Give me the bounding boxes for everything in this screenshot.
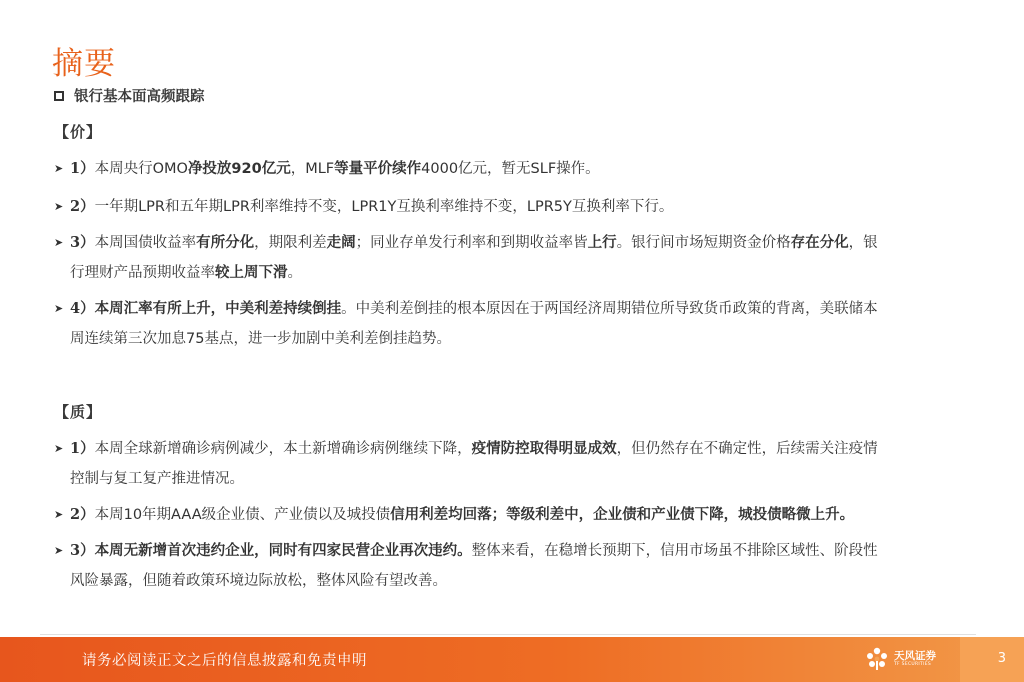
price-heading: 【价】 — [54, 123, 103, 141]
section-label: 银行基本面高频跟踪 — [74, 89, 205, 105]
emphasis-text: 本周汇率有所上升，中美利差持续倒挂 — [94, 301, 342, 317]
arrow-right-icon: ➤ — [54, 508, 64, 521]
bullet-line — [54, 464, 970, 494]
arrow-right-icon: ➤ — [54, 200, 64, 213]
flower-logo-icon — [866, 647, 888, 671]
bullet-line — [54, 294, 970, 324]
emphasis-text: 存在分化 — [790, 235, 849, 251]
bullet-number: 2） — [70, 506, 95, 523]
body-text: 一年期LPR和五年期LPR利率维持不变，LPR1Y互换利率维持不变，LPR5Y互换利率下行。 — [94, 199, 674, 215]
bullet-number: 3） — [70, 542, 95, 559]
body-text: ，银 — [848, 235, 878, 251]
arrow-right-icon: ➤ — [54, 544, 64, 557]
arrow-right-icon: ➤ — [54, 442, 64, 455]
bullet-line — [54, 192, 970, 222]
bullet-line — [54, 434, 970, 464]
logo-name: 天风证券 — [894, 649, 936, 662]
section-heading — [54, 85, 205, 106]
price-bullet-item — [54, 228, 970, 288]
body-text: ；同业存单发行利率和到期收益率皆 — [355, 235, 588, 251]
body-text: 本周全球新增确诊病例减少，本土新增确诊病例继续下降， — [94, 441, 472, 457]
bullet-line — [54, 536, 970, 566]
logo-subtitle: TF SECURITIES — [894, 661, 932, 667]
emphasis-text: 走阔 — [326, 235, 356, 251]
quality-bullet-item — [54, 536, 970, 596]
arrow-right-icon: ➤ — [54, 236, 64, 249]
arrow-right-icon: ➤ — [54, 302, 64, 315]
price-bullet-item — [54, 154, 970, 184]
body-text: ，MLF — [290, 161, 335, 177]
bullet-number: 3） — [70, 234, 95, 251]
bullet-line — [54, 566, 970, 596]
body-text: 本周国债收益率 — [94, 235, 197, 251]
bullet-line — [54, 154, 970, 184]
company-logo — [866, 647, 936, 671]
price-bullet-item — [54, 294, 970, 354]
emphasis-text: 上行 — [587, 235, 617, 251]
page-title: 摘要 — [52, 46, 116, 82]
body-text: 。 — [287, 265, 302, 281]
footer-bar — [0, 637, 1024, 682]
emphasis-text: 疫情防控取得明显成效 — [471, 441, 617, 457]
emphasis-text: 信用利差均回落；等级利差中，企业债和产业债下降，城投债略微上升。 — [390, 507, 855, 523]
bullet-number: 1） — [70, 440, 95, 457]
bullet-line — [54, 500, 970, 530]
body-text: 。中美利差倒挂的根本原因在于两国经济周期错位所导致货币政策的背离，美联储本 — [341, 301, 878, 317]
bullet-number: 4） — [70, 300, 95, 317]
emphasis-text: 净投放920亿元 — [187, 161, 291, 177]
square-outline-icon — [54, 91, 64, 101]
emphasis-text: 等量平价续作 — [334, 161, 422, 177]
body-text: 风险暴露，但随着政策环境边际放松，整体风险有望改善。 — [70, 573, 447, 589]
body-text: 本周10年期AAA级企业债、产业债以及城投债 — [94, 507, 391, 523]
body-text: 周连续第三次加息75基点，进一步加剧中美利差倒挂趋势。 — [70, 331, 451, 347]
emphasis-text: 较上周下滑 — [215, 265, 288, 281]
page-number: 3 — [997, 651, 1006, 666]
body-text: ，期限利差 — [254, 235, 327, 251]
arrow-right-icon: ➤ — [54, 162, 64, 175]
footer-divider — [40, 634, 976, 635]
quality-heading: 【质】 — [54, 403, 103, 421]
body-text: 。银行间市场短期资金价格 — [616, 235, 791, 251]
bullet-number: 1） — [70, 160, 95, 177]
disclaimer-text: 请务必阅读正文之后的信息披露和免责申明 — [82, 653, 367, 669]
page-number-box — [960, 637, 1024, 682]
emphasis-text: 有所分化 — [196, 235, 255, 251]
body-text: 4000亿元，暂无SLF操作。 — [421, 161, 600, 177]
body-text: 控制与复工复产推进情况。 — [70, 471, 244, 487]
bullet-number: 2） — [70, 198, 95, 215]
quality-bullet-item — [54, 500, 970, 530]
bullet-line — [54, 228, 970, 258]
body-text: ，但仍然存在不确定性，后续需关注疫情 — [616, 441, 878, 457]
bullet-line — [54, 258, 970, 288]
body-text: 整体来看，在稳增长预期下，信用市场虽不排除区域性、阶段性 — [471, 543, 878, 559]
body-text: 本周央行OMO — [94, 161, 188, 177]
bullet-line — [54, 324, 970, 354]
price-bullet-item — [54, 192, 970, 222]
quality-bullet-item — [54, 434, 970, 494]
body-text: 行理财产品预期收益率 — [70, 265, 215, 281]
emphasis-text: 本周无新增首次违约企业，同时有四家民营企业再次违约。 — [94, 543, 472, 559]
